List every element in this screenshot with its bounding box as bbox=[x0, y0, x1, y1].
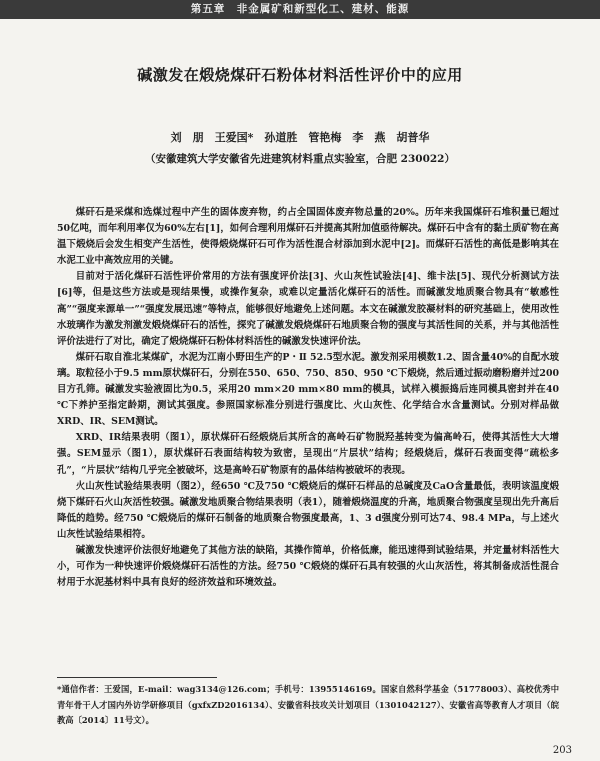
page-number: 203 bbox=[552, 745, 572, 756]
body-text bbox=[57, 205, 559, 591]
paragraph-2: 目前对于活化煤矸石活性评价常用的方法有强度评价法[3]、火山灰性试验法[4]、维卡法[5]、现代分析测试方法[6]等，但是这些方法或是现结果慢，或操作复杂，或难以定量活化煤矸石的活性。而碱激发地质聚合物具有“敏感性高”“强度来源单一”“强度发展迅速”等特点，能够很好地避免上述问题。本文在碱激发胶凝材料的研究基础上，使用改性水玻璃作为激发剂激发煅烧煤矸石的活性，探究了碱激发煅烧煤矸石地质聚合物的强度与其活性间的关系，并与其他活性评价法进行了对比，确定了煅烧煤矸石粉体材料活性的碱激发快速评价法。 bbox=[57, 271, 559, 347]
paragraph-4: XRD、IR结果表明（图1），原状煤矸石经煅烧后其所含的高岭石矿物脱羟基转变为偏高岭石，使得其活性大大增强。SEM显示（图1），原状煤矸石表面结构较为致密，呈现出“片层状”结构；经煅烧后，煤矸石表面变得“疏松多孔”，“片层状”结构几乎完全被破坏，这是高岭石矿物原有的晶体结构被破坏的表现。 bbox=[57, 432, 559, 476]
authors: 刘 朋 王爱国* 孙道胜 管艳梅 李 燕 胡普华 bbox=[170, 131, 430, 144]
page-title: 碱激发在煅烧煤矸石粉体材料活性评价中的应用 bbox=[137, 66, 463, 84]
affiliation: （安徽建筑大学安徽省先进建筑材料重点实验室，合肥 230022） bbox=[145, 153, 455, 165]
paragraph-1: 煤矸石是采煤和选煤过程中产生的固体废弃物，约占全国固体废弃物总量的20%。历年来我国煤矸石堆积量已超过50亿吨，而年利用率仅为60%左右[1]，如何合理利用煤矸石并提高其附加值亟待解决。煤矸石中含有的黏土质矿物在高温下煅烧后会发生相变产生活性，使得煅烧煤矸石可作为活性混合材添加到水泥中[2]。而煤矸石活性的高低是影响其在水泥工业中高效应用的关键。 bbox=[57, 207, 559, 267]
paragraph-3: 煤矸石取自淮北某煤矿，水泥为江南小野田生产的P・Ⅱ 52.5型水泥。激发剂采用模数1.2、固含量40%的自配水玻璃。取粒径小于9.5 mm原状煤矸石，分别在550、650、750、850、950 ℃下煅烧，然后通过振动磨粉磨并过200目方孔筛。碱激发实验液固比为0.5，采用20 mm×20 mm×80 mm的模具，试样入模振捣后连同模具密封并在40 ℃下养护至指定龄期，测试其强度。参照国家标准分别进行强度比、火山灰性、化学结合水含量测试。分别对样品做XRD、IR、SEM测试。 bbox=[57, 351, 559, 428]
running-header: 第五章 非金属矿和新型化工、建材、能源 bbox=[0, 0, 600, 19]
paragraph-5: 火山灰性试验结果表明（图2），经650 ℃及750 ℃煅烧后的煤矸石样品的总碱度及CaO含量最低，表明该温度煅烧下煤矸石火山灰活性较强。碱激发地质聚合物结果表明（表1），随着煅烧温度的升高，地质聚合物强度呈现出先升高后降低的趋势。经750 ℃煅烧后的煤矸石制备的地质聚合物强度最高，1、3 d强度分别可达74、98.4 MPa，与上述火山灰性试验结果相符。 bbox=[57, 480, 559, 540]
paragraph-6: 碱激发快速评价法很好地避免了其他方法的缺陷，其操作简单，价格低廉，能迅速得到试验结果，并定量材料活性大小，可作为一种快速评价煅烧煤矸石活性的方法。经750 ℃煅烧的煤矸石具有较强的火山灰活性，将其制备成活性混合材用于水泥基材料中具有良好的经济效益和环境效益。 bbox=[57, 544, 559, 589]
footnote-divider bbox=[57, 677, 217, 678]
footnote: *通信作者：王爱国，E-mail：wag3134@126.com；手机号：13955146169。国家自然科学基金（51778003）、高校优秀中青年骨干人才国内外访学研修项目（gxfxZD2016134）、安徽省科技攻关计划项目（1301042127）、安徽省高等教育人才项目（皖教高〔2014〕11号文）。 bbox=[57, 684, 559, 725]
